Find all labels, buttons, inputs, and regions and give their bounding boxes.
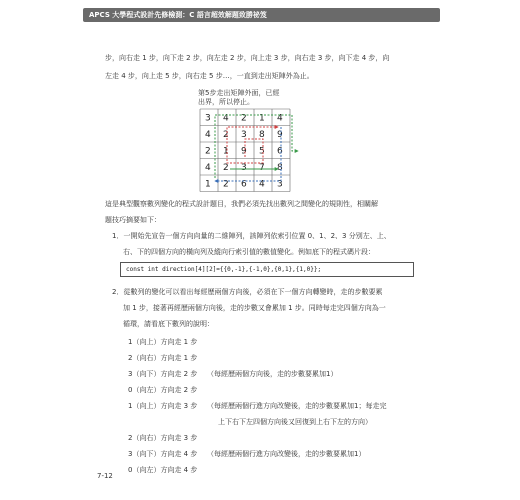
item-2-line-1: 2．從數列的變化可以看出每經歷兩個方向後，必須在下一個方向轉變時，走的步數要累 xyxy=(112,288,383,296)
item-1-line-2: 右、下的四個方向的橫向列及縱向行索引值的數值變化。例如底下的程式碼片段： xyxy=(123,248,375,256)
item-2-line-2: 加 1 步，接著再經歷兩個方向後，走的步數又會累加 1 步。同時每走完四個方向為一 xyxy=(123,304,386,312)
matrix-cell-value: 4 xyxy=(205,130,211,140)
matrix-cell-value: 3 xyxy=(241,130,247,140)
matrix-cell-value: 1 xyxy=(205,179,211,190)
matrix-cells xyxy=(205,114,283,190)
step-line: 3（向下）方向走 2 步 xyxy=(128,370,198,378)
step-note-3: （每經歷兩個行進方向改變後，走的步數要累加1） xyxy=(207,450,366,458)
step-line: 0（向左）方向走 4 步 xyxy=(128,466,198,474)
step-line: 1（向上）方向走 3 步 xyxy=(128,402,198,410)
item-2-line-3: 循環，請看底下數列的說明： xyxy=(123,320,214,328)
matrix-cell-value: 9 xyxy=(277,130,283,140)
matrix-cell-value: 3 xyxy=(277,179,283,190)
matrix-cell-value: 6 xyxy=(241,179,247,190)
para-line-1: 這是典型觀察數列變化的程式設計題目，我們必須先找出數列之間變化的規則性，相關解 xyxy=(105,200,378,208)
page-number: 7-12 xyxy=(97,472,113,480)
matrix-cell-value: 1 xyxy=(223,146,229,157)
page-header-bar xyxy=(83,8,440,22)
step-note-2b: 上下右下左四個方向後又回復到上右下左的方向） xyxy=(218,418,372,426)
matrix-cell-value: 4 xyxy=(277,113,283,124)
code-snippet: const int direction[4][2]={{0,-1},{-1,0},{0,1},{1,0}}; xyxy=(126,266,322,273)
step-line: 3（向下）方向走 4 步 xyxy=(128,450,198,458)
matrix-cell-value: 3 xyxy=(205,113,211,124)
matrix-cell-value: 7 xyxy=(259,163,265,173)
step-note-1: （每經歷兩個方向後，走的步數要累加1） xyxy=(207,370,338,378)
matrix-cell-value: 8 xyxy=(259,130,265,140)
matrix-cell-value: 9 xyxy=(241,146,247,157)
matrix-cell-value: 2 xyxy=(223,179,229,190)
matrix-cell-value: 6 xyxy=(277,146,283,157)
code-snippet-box xyxy=(120,262,414,277)
header-title: APCS 大學程式設計先修檢測：C 語言超效解題致勝祕笈 xyxy=(89,11,267,19)
matrix-cell-value: 8 xyxy=(277,163,283,173)
step-line: 2（向右）方向走 3 步 xyxy=(128,434,198,442)
matrix-cell-value: 1 xyxy=(259,113,265,124)
matrix-cell-value: 4 xyxy=(223,113,229,124)
matrix-cell-value: 4 xyxy=(259,179,265,190)
intro-line-1: 步，向右走 1 步，向下走 2 步，向左走 2 步，向上走 3 步，向右走 3 步，向下走 4 步，向 xyxy=(105,54,390,62)
item-1-line-1: 1．一開始先宣告一個方向向量的二維陣列，該陣列依索引位置 0、1、2、3 分別左、上、 xyxy=(112,232,391,240)
para-line-2: 題技巧摘要如下： xyxy=(105,216,161,224)
matrix-cell-value: 4 xyxy=(205,163,211,173)
step-line: 0（向左）方向走 2 步 xyxy=(128,386,198,394)
step-line: 1（向上）方向走 1 步 xyxy=(128,338,198,346)
step-line: 2（向右）方向走 1 步 xyxy=(128,354,198,362)
matrix-cell-value: 2 xyxy=(205,146,211,157)
matrix-cell-value: 2 xyxy=(241,113,247,124)
matrix-cell-value: 2 xyxy=(223,130,229,140)
intro-line-2: 左走 4 步，向上走 5 步，向右走 5 步…，一直到走出矩陣外為止。 xyxy=(105,72,314,80)
figure-caption-1: 第5步走出矩陣外面，已經 xyxy=(198,89,280,97)
figure-caption-2: 出界，所以停止。 xyxy=(198,98,254,106)
step-note-2a: （每經歷兩個行進方向改變後，走的步數要累加1；每走完 xyxy=(207,402,387,410)
matrix-cell-value: 3 xyxy=(241,163,247,173)
path-red-segment xyxy=(227,127,278,163)
matrix-cell-value: 2 xyxy=(223,163,229,173)
matrix-cell-value: 5 xyxy=(259,146,265,157)
matrix-figure xyxy=(170,85,320,193)
